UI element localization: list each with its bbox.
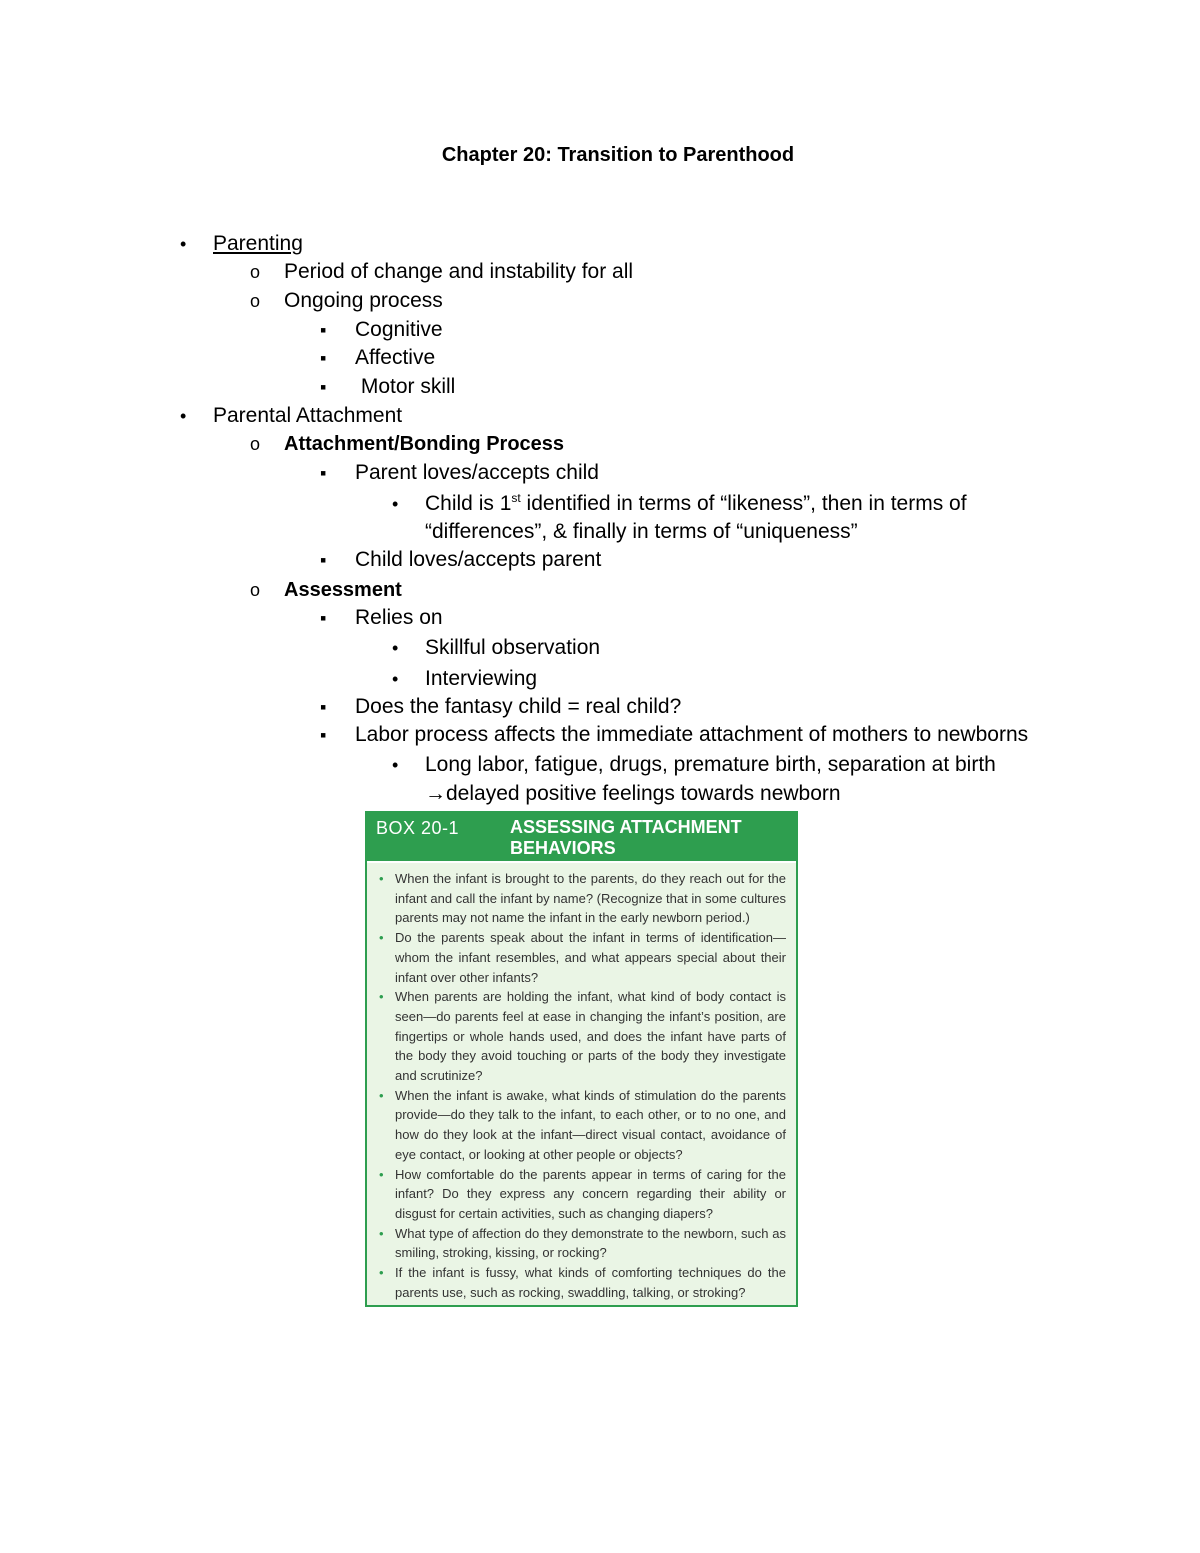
bullet-level4: •: [392, 669, 399, 689]
identified-text-a: Child is 1: [425, 492, 512, 515]
box-bullet: •: [379, 1087, 384, 1103]
bullet-level4: •: [392, 755, 399, 775]
list-item: Labor process affects the immediate attachment of mothers to newborns: [355, 723, 1029, 746]
list-item-continuation: [425, 780, 841, 808]
subheading-bonding: Attachment/Bonding Process: [284, 433, 565, 455]
box-title: ASSESSING ATTACHMENT BEHAVIORS: [510, 817, 742, 858]
box-item-text: When the infant is brought to the parents, do they reach out for the infant and call the infant by name? (Recognize that in some cultures parents may not name the infant in the early newborn period.): [395, 871, 786, 926]
box-item-text: If the infant is fussy, what kinds of comforting techniques do the parents use, such as rocking, swaddling, talking, or stroking?: [395, 1265, 786, 1300]
box-header: [367, 813, 796, 861]
bullet-level3: ▪: [320, 725, 327, 745]
box-list-item: [375, 987, 786, 1086]
bullet-level4: •: [392, 638, 399, 658]
ordinal-suffix: st: [511, 491, 521, 505]
heading-parenting: Parenting: [213, 232, 303, 255]
identified-text-b: identified in terms of “likeness”, then in terms of: [520, 492, 967, 515]
bullet-level1: •: [180, 234, 187, 254]
bullet-level3: ▪: [320, 348, 327, 368]
box-bullet: •: [379, 930, 384, 946]
list-item: Long labor, fatigue, drugs, premature birth, separation at birth: [425, 753, 996, 776]
bullet-level4: •: [392, 494, 399, 514]
list-item: Child loves/accepts parent: [355, 548, 602, 571]
box-list-item: [375, 869, 786, 928]
box-item-text: When the infant is awake, what kinds of stimulation do the parents provide—do they talk to the infant, to each other, or to no one, and how do they look at the infant—direct visual contact, avoidance of eye contact, or looking at other people or objects?: [395, 1087, 786, 1162]
box-item-text: What type of affection do they demonstrate to the newborn, such as smiling, stroking, kissing, or rocking?: [395, 1225, 786, 1261]
list-item: Interviewing: [425, 667, 538, 690]
subheading-assessment: Assessment: [284, 579, 402, 601]
list-item: Does the fantasy child = real child?: [355, 695, 682, 718]
box-item-text: When parents are holding the infant, what kind of body contact is seen—do parents feel at ease in changing the infant’s position, are fingertips or whole hands used, and does the infant have parts of the body they avoid touching or parts of the body they investigate and scrutinize?: [395, 989, 786, 1084]
list-item-continuation: “differences”, & finally in terms of “uniqueness”: [425, 520, 858, 543]
bullet-level2: o: [250, 434, 261, 454]
box-bullet: •: [379, 1265, 384, 1281]
list-item: Skillful observation: [425, 636, 601, 659]
box-item-text: How comfortable do the parents appear in terms of caring for the infant? Do they express any concern regarding their ability or disgust for certain activities, such as changing diapers?: [395, 1166, 786, 1221]
bullet-level3: ▪: [320, 550, 327, 570]
box-bullet: •: [379, 989, 384, 1005]
bullet-level2: o: [250, 262, 261, 282]
labor-result-text: delayed positive feelings towards newborn: [446, 782, 841, 805]
bullet-level3: ▪: [320, 608, 327, 628]
box-bullet: •: [379, 871, 384, 886]
list-item: [425, 490, 967, 518]
bullet-level3: ▪: [320, 697, 327, 717]
bullet-level2: o: [250, 291, 261, 311]
box-list-item: [375, 1086, 786, 1165]
list-item: Affective: [355, 346, 436, 369]
heading-parental-attachment: Parental Attachment: [213, 404, 403, 427]
right-arrow-icon: →: [425, 782, 446, 805]
list-item: Period of change and instability for all: [284, 260, 634, 283]
box-item-text: Do the parents speak about the infant in terms of identification—whom the infant resembles, and what appears special about their infant over other infants?: [395, 930, 786, 985]
box-bullet: •: [379, 1225, 384, 1241]
bullet-level2: o: [250, 580, 261, 600]
bullet-level1: •: [180, 406, 187, 426]
list-item: Ongoing process: [284, 289, 443, 312]
box-bullet: •: [379, 1166, 384, 1182]
list-item: Motor skill: [355, 375, 456, 398]
list-item: Relies on: [355, 606, 443, 629]
assessment-box: [365, 811, 798, 1307]
bullet-level3: ▪: [320, 320, 327, 340]
page-title: Chapter 20: Transition to Parenthood: [441, 144, 795, 166]
box-label: BOX 20-1: [376, 818, 460, 838]
box-list-item: [375, 928, 786, 987]
box-list-item: [375, 1224, 786, 1263]
box-body: [367, 863, 796, 1305]
bullet-level3: ▪: [320, 377, 327, 397]
list-item: Parent loves/accepts child: [355, 461, 599, 484]
list-item: Cognitive: [355, 318, 443, 341]
box-list-item: [375, 1263, 786, 1302]
box-list-item: [375, 1165, 786, 1224]
bullet-level3: ▪: [320, 463, 327, 483]
